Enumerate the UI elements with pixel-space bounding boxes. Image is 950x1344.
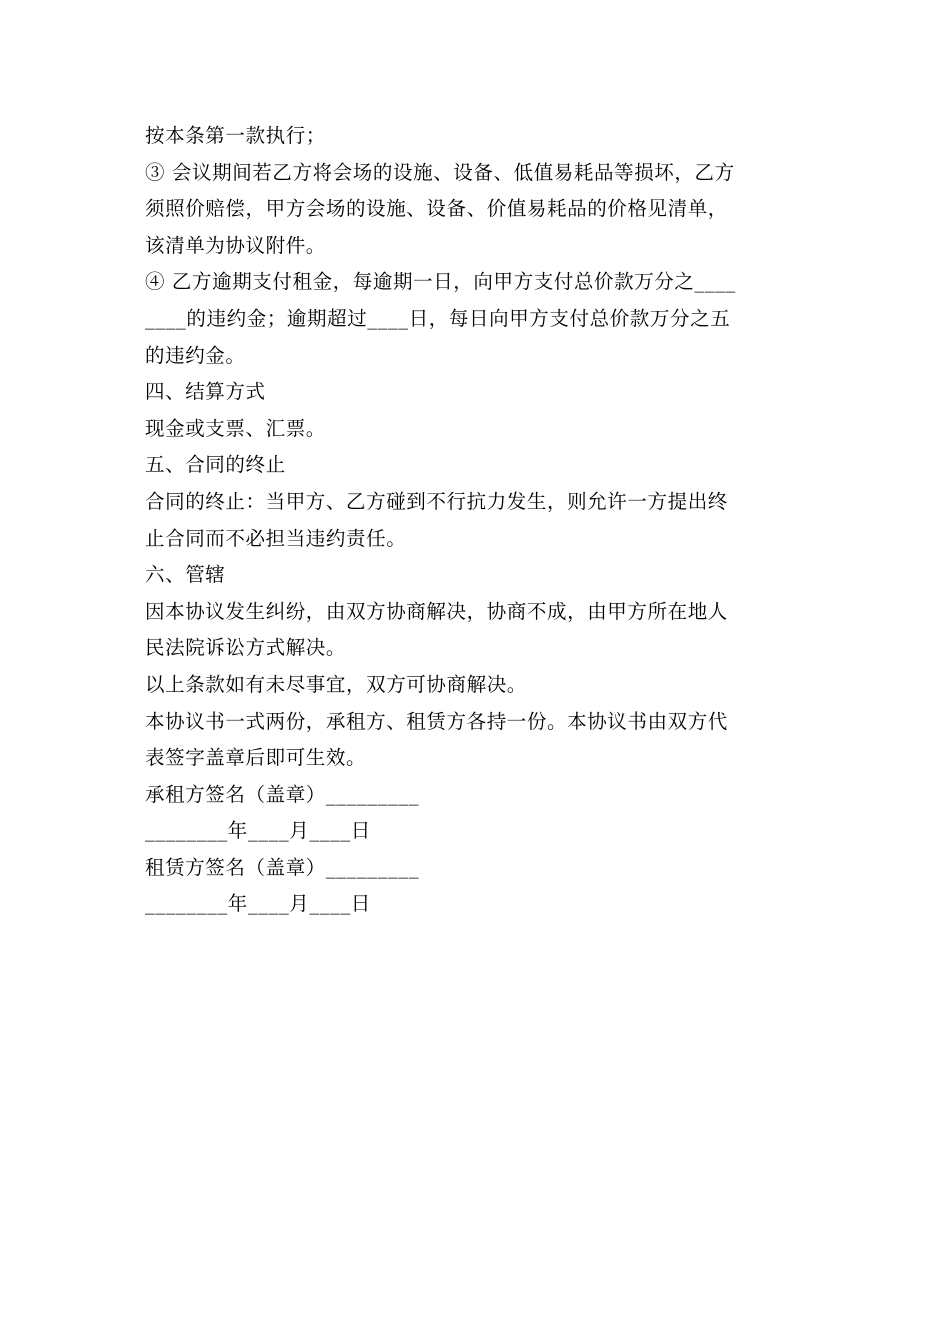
text-line: 须照价赔偿，甲方会场的设施、设备、价值易耗品的价格见清单， — [145, 197, 728, 221]
date-line-lessor: ________年____月____日 — [145, 892, 371, 916]
text-line: 按本条第一款执行； — [145, 124, 326, 147]
text-line: 现金或支票、汇票。 — [145, 416, 326, 440]
text-line: 合同的终止：当甲方、乙方碰到不行抗力发生，则允许一方提出终 — [145, 489, 728, 513]
text-line: 民法院诉讼方式解决。 — [145, 636, 347, 660]
document-body — [145, 118, 810, 923]
text-line: ③ 会议期间若乙方将会场的设施、设备、低值易耗品等损坏，乙方 — [145, 160, 735, 184]
section-heading: 四、结算方式 — [145, 380, 266, 404]
text-line: 该清单为协议附件。 — [145, 233, 326, 257]
signature-line-lessor: 租赁方签名（盖章）_________ — [145, 855, 420, 879]
text-line: 表签字盖章后即可生效。 — [145, 746, 367, 770]
section-heading: 五、合同的终止 — [145, 453, 286, 477]
text-line: 以上条款如有未尽事宜，双方可协商解决。 — [145, 672, 527, 696]
text-line: 的违约金。 — [145, 343, 246, 367]
text-line: 止合同而不必担当违约责任。 — [145, 526, 407, 550]
text-line: ④ 乙方逾期支付租金，每逾期一日，向甲方支付总价款万分之____ — [145, 270, 736, 294]
date-line-lessee: ________年____月____日 — [145, 819, 371, 843]
text-line: ____的违约金；逾期超过____日，每日向甲方支付总价款万分之五 — [145, 306, 731, 330]
text-line: 本协议书一式两份，承租方、租赁方各持一份。本协议书由双方代 — [145, 709, 728, 733]
section-heading: 六、管辖 — [145, 563, 226, 587]
text-line: 因本协议发生纠纷，由双方协商解决，协商不成，由甲方所在地人 — [145, 599, 728, 623]
signature-line-lessee: 承租方签名（盖章）_________ — [145, 782, 420, 806]
